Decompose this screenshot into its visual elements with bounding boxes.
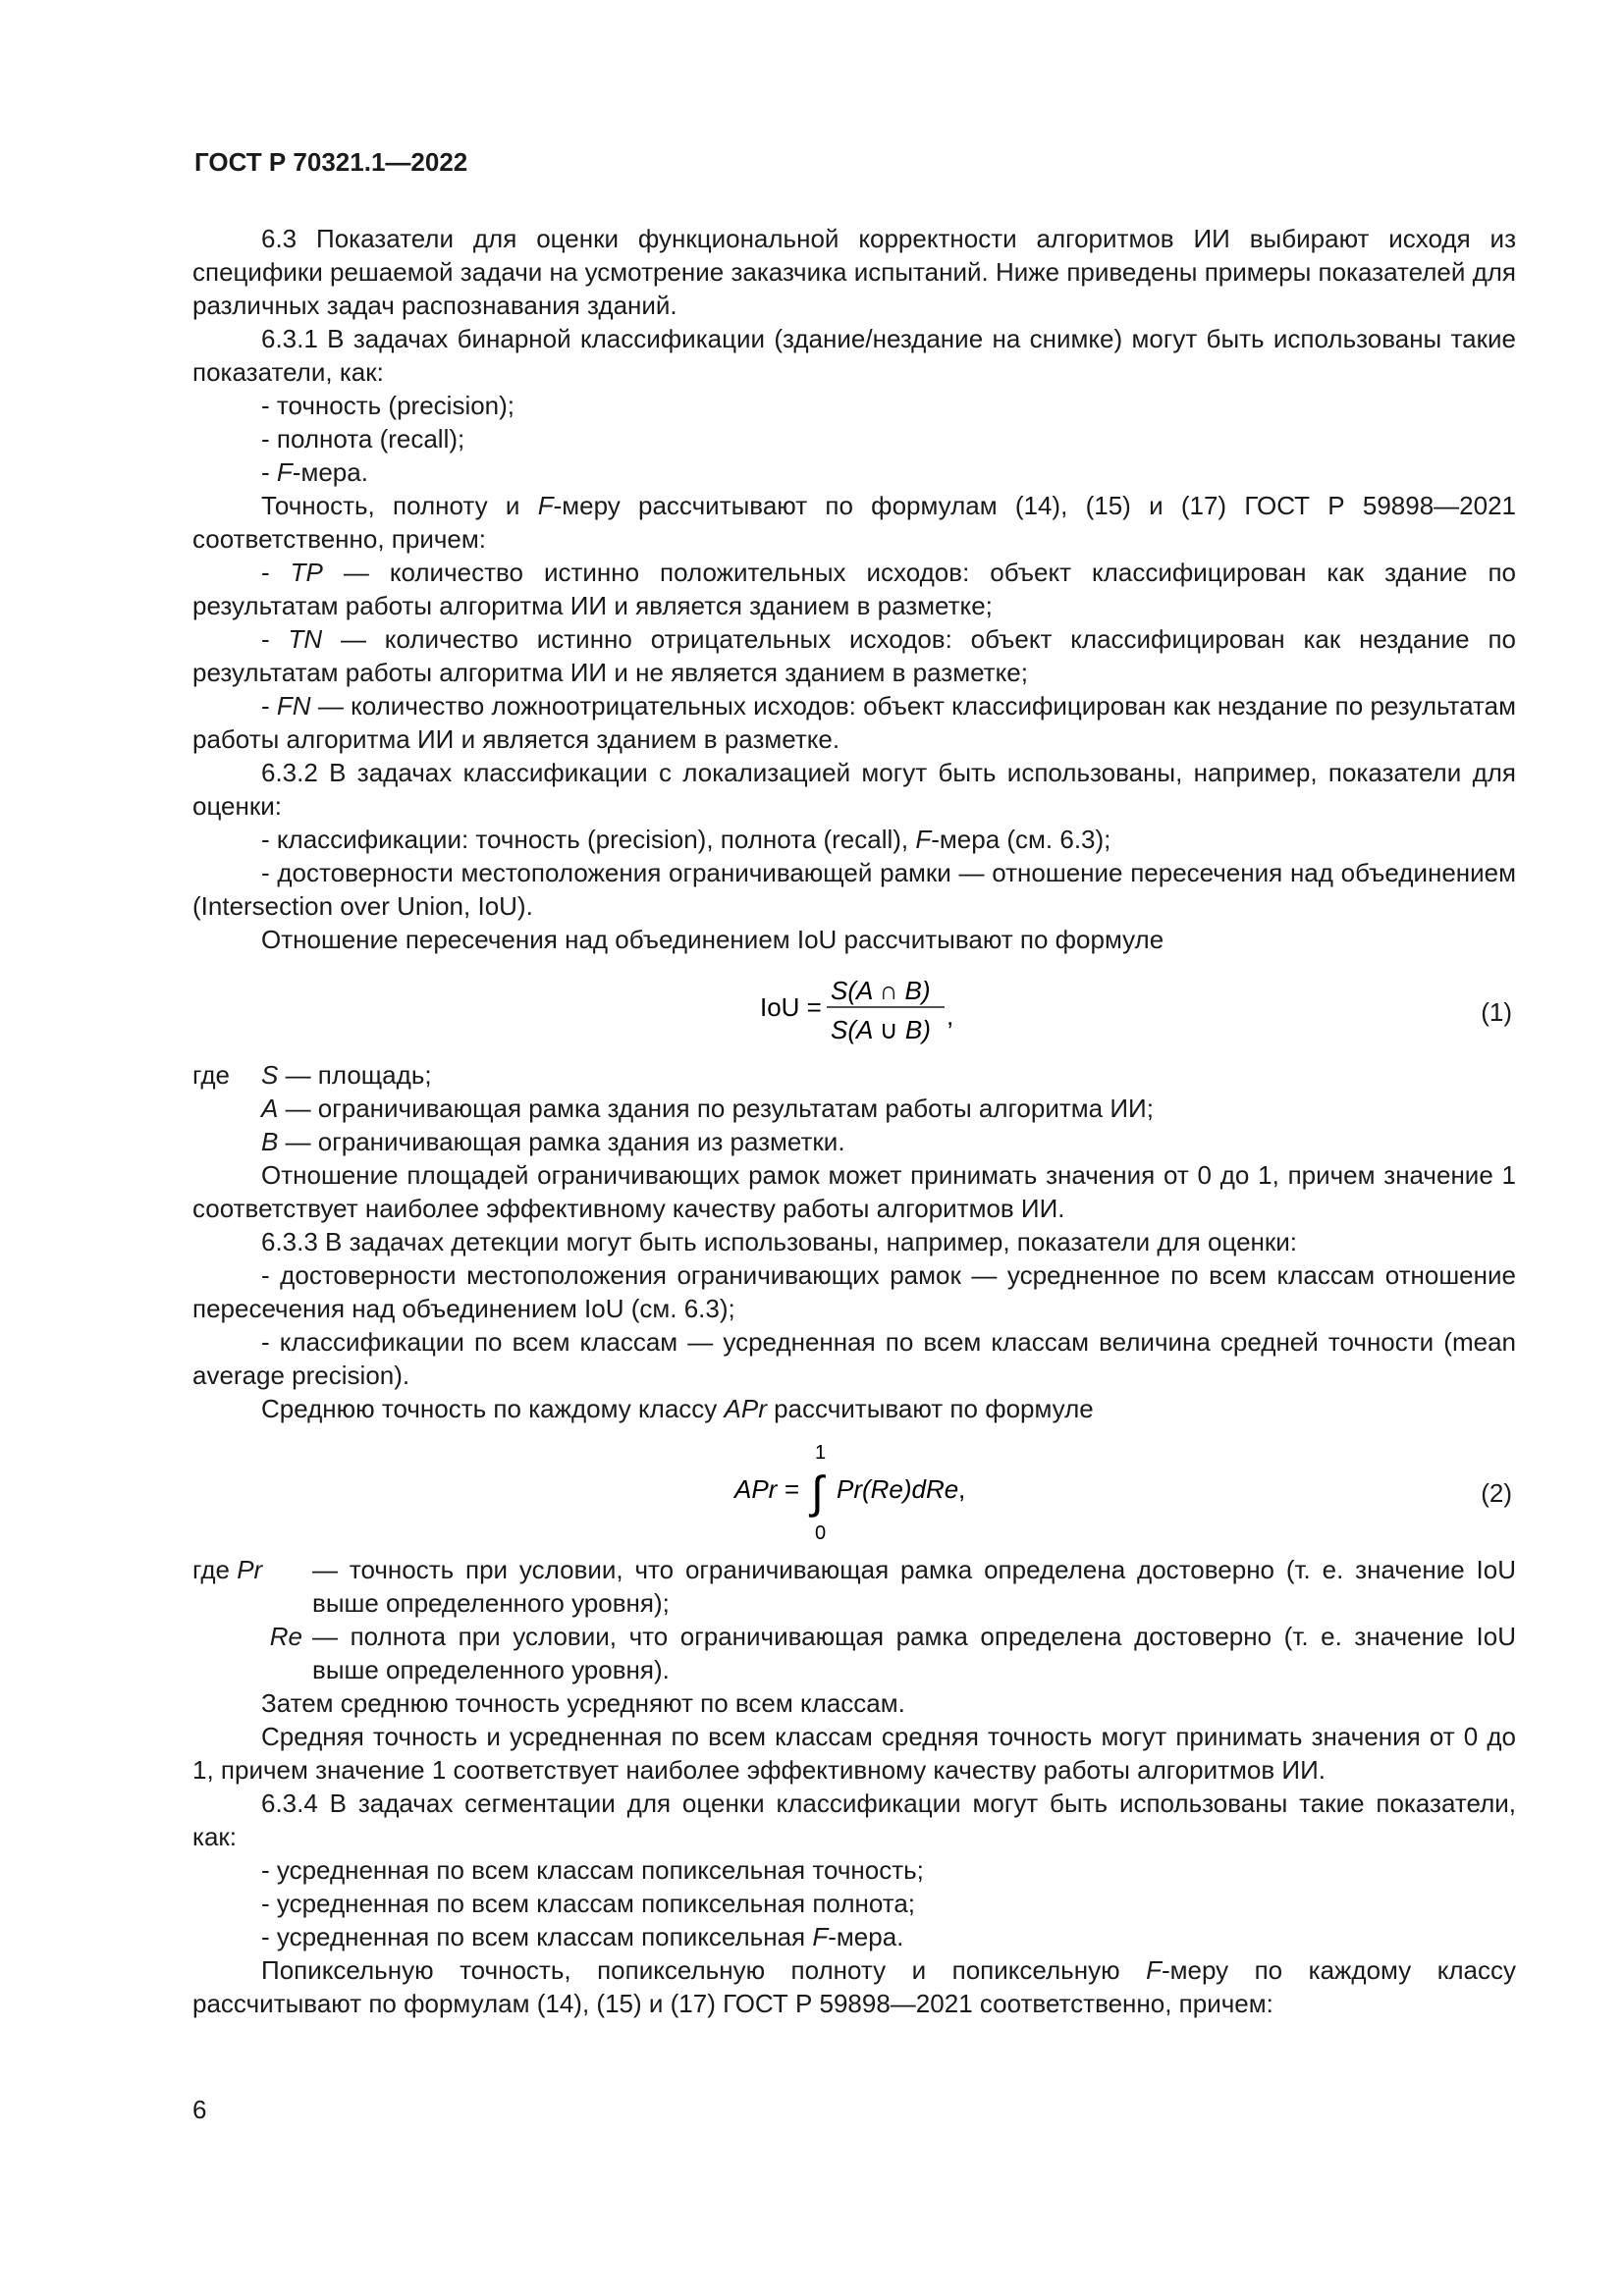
svg-text:APr = <box>732 1474 799 1504</box>
formula-2-lhs: APr = <box>734 1474 799 1504</box>
list-item-precision: - точность (precision); <box>261 391 515 420</box>
paragraph-6-3-1: 6.3.1 В задачах бинарной классификации (здание/нездание на снимке) могут быть использованы такие показатели, как: <box>192 324 1516 387</box>
paragraph-ratio: Отношение площадей ограничивающих рамок может принимать значения от 0 до 1, причем значение 1 соответствует наиболее эффективному качеству работы алгоритмов ИИ. <box>192 1160 1516 1223</box>
definition-fn: - FN — количество ложноотрицательных исходов: объект классифицирован как нездание по результатам работы алгоритма ИИ и является зданием в разметке. <box>192 691 1516 754</box>
formula-1-numerator: S(A ∩ B) <box>831 976 931 1005</box>
where-pr: где Pr — точность при условии, что ограничивающая рамка определена достоверно (т. е. значение IoU выше определенного уровня); <box>192 1555 1516 1618</box>
formula-iou <box>192 956 1516 1058</box>
formula-1 <box>192 956 1516 1058</box>
paragraph-6-3-2: 6.3.2 В задачах классификации с локализацией могут быть использованы, например, показатели для оценки: <box>192 758 1516 821</box>
paragraph-6-3: 6.3 Показатели для оценки функциональной корректности алгоритмов ИИ выбирают исходя из специфики решаемой задачи на усмотрение заказчика испытаний. Ниже приведены примеры показателей для различных задач распознавания зданий. <box>192 224 1516 320</box>
integral-sign: ∫ <box>811 1467 824 1518</box>
integral-lower-limit: 0 <box>815 1522 827 1544</box>
paragraph-average: Затем среднюю точность усредняют по всем классам. <box>261 1688 905 1718</box>
integral-upper-limit: 1 <box>815 1442 827 1464</box>
formula-2-integrand: Pr(Re)dRe <box>837 1474 959 1504</box>
paragraph-6-3-4: 6.3.4 В задачах сегментации для оценки классификации могут быть использованы такие показатели, как: <box>192 1789 1516 1851</box>
definition-tn: - TN — количество истинно отрицательных исходов: объект классифицирован как нездание по результатам работы алгоритма ИИ и не является зданием в разметке; <box>192 624 1516 687</box>
formula-apr <box>192 1425 1516 1553</box>
list-item-pixel-recall: - усредненная по всем классам попиксельная полнота; <box>261 1889 916 1918</box>
paragraph-calculation: Точность, полноту и F-меру рассчитывают по формулам (14), (15) и (17) ГОСТ Р 59898—2021 соответственно, причем: <box>192 491 1516 554</box>
where-re: Re — полнота при условии, что ограничивающая рамка определена достоверно (т. е. значение IoU выше определенного уровня). <box>269 1622 1516 1684</box>
where-b: B — ограничивающая рамка здания из разметки. <box>261 1127 845 1156</box>
formula-1-comma: , <box>947 1001 954 1031</box>
formula-1-lhs: IoU = <box>760 992 822 1022</box>
page-number: 6 <box>192 2095 207 2124</box>
formula-2 <box>192 1425 1516 1553</box>
list-item-recall: - полнота (recall); <box>261 424 465 454</box>
document-header: ГОСТ Р 70321.1—2022 <box>194 147 468 177</box>
where-s: где S — площадь; <box>192 1060 432 1090</box>
list-item-iou: - достоверности местоположения ограничивающей рамки — отношение пересечения над объединением (Intersection over Union, IoU). <box>192 858 1516 921</box>
list-item-pixel-f-measure: - усредненная по всем классам попиксельная F-мера. <box>261 1922 904 1951</box>
paragraph-pixel-calculation: Попиксельную точность, попиксельную полноту и попиксельную F-меру по каждому классу рассчитывают по формулам (14), (15) и (17) ГОСТ Р 59898—2021 соответственно, причем: <box>192 1955 1516 2018</box>
paragraph-iou-intro: Отношение пересечения над объединением IoU рассчитывают по формуле <box>261 925 1164 954</box>
formula-2-comma: , <box>958 1474 966 1504</box>
formula-2-number: (2) <box>1481 1478 1512 1508</box>
formula-1-denominator: S(A ∪ B) <box>831 1015 931 1044</box>
list-item-map: - классификации по всем классам — усредненная по всем классам величина средней точности (mean average precision). <box>192 1327 1516 1390</box>
definition-tp: - TP — количество истинно положительных исходов: объект классифицирован как здание по результатам работы алгоритма ИИ и является зданием в разметке; <box>192 558 1516 620</box>
document-body <box>192 222 1516 2020</box>
list-item-pixel-precision: - усредненная по всем классам попиксельная точность; <box>261 1855 924 1885</box>
paragraph-apr-intro: Среднюю точность по каждому классу APr рассчитывают по формуле <box>261 1394 1094 1423</box>
paragraph-6-3-3: 6.3.3 В задачах детекции могут быть использованы, например, показатели для оценки: <box>261 1227 1298 1256</box>
list-item-classification: - классификации: точность (precision), полнота (recall), F-мера (см. 6.3); <box>261 825 1111 854</box>
where-a: A — ограничивающая рамка здания по результатам работы алгоритма ИИ; <box>261 1094 1154 1123</box>
paragraph-average-range: Средняя точность и усредненная по всем классам средняя точность могут принимать значения от 0 до 1, причем значение 1 соответствует наиболее эффективному качеству работы алгоритмов ИИ. <box>192 1722 1516 1785</box>
list-item-f-measure: - F-мера. <box>261 457 368 487</box>
formula-1-number: (1) <box>1481 997 1512 1027</box>
list-item-localization: - достоверности местоположения ограничивающих рамок — усредненное по всем классам отношение пересечения над объединением IoU (см. 6.3); <box>192 1260 1516 1323</box>
